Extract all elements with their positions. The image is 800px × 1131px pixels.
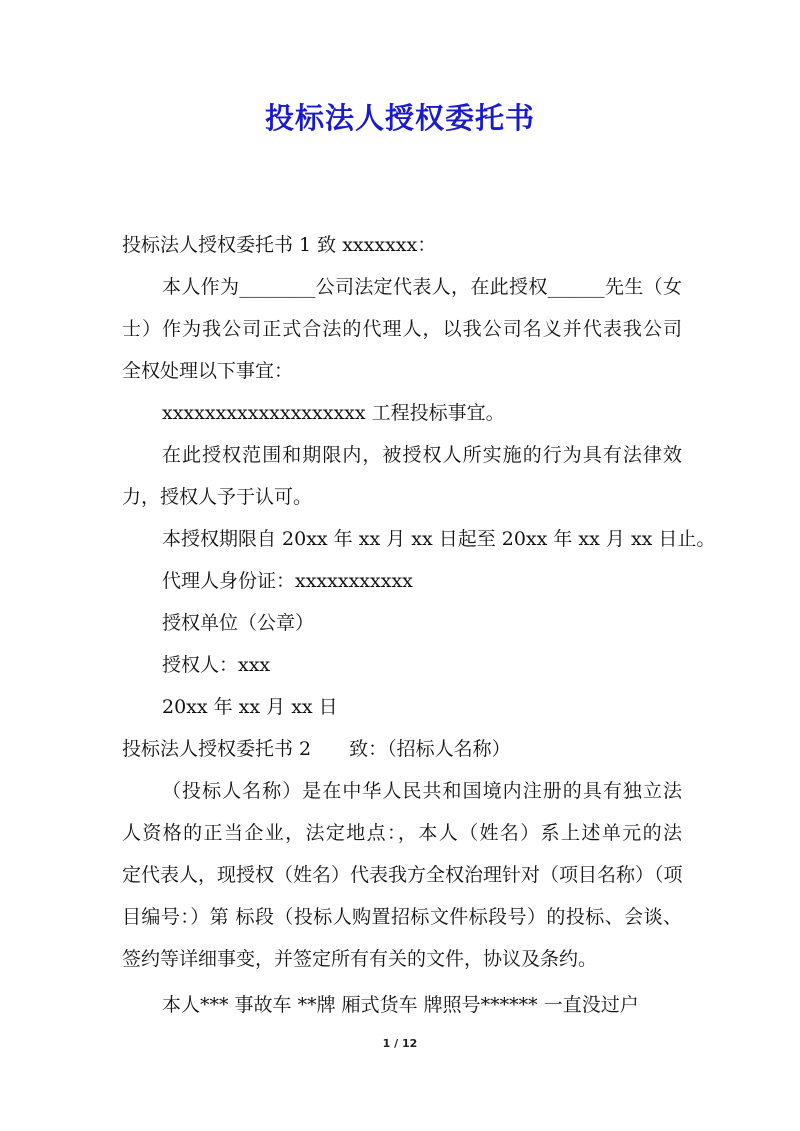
text-line: 士）作为我公司正式合法的代理人，以我公司名义并代表我公司 xyxy=(122,318,682,340)
text-line: 签约等详细事变，并签定所有有关的文件，协议及条约。 xyxy=(122,948,598,970)
document-body xyxy=(122,224,716,1026)
text-line: 投标法人授权委托书 2 致：（招标人名称） xyxy=(122,738,511,760)
text-line: 20xx 年 xx 月 xx 日 xyxy=(162,696,338,718)
paragraph-bidder-statement xyxy=(122,770,682,980)
paragraph-date xyxy=(122,686,682,728)
text-line: 力，授权人予于认可。 xyxy=(122,486,313,508)
paragraph-unit-seal xyxy=(122,602,682,644)
text-line: 授权单位（公章） xyxy=(162,612,315,634)
paragraph-grantor xyxy=(122,644,682,686)
document-title: 投标法人授权委托书 xyxy=(264,101,535,135)
text-line: 授权人：xxx xyxy=(162,654,271,676)
paragraph-agent-id xyxy=(122,560,682,602)
paragraph-authorization xyxy=(122,266,682,392)
text-line: 投标法人授权委托书 1 致 xxxxxxx： xyxy=(122,234,437,256)
text-line: 代理人身份证：xxxxxxxxxxx xyxy=(162,570,413,592)
text-line: xxxxxxxxxxxxxxxxxxx 工程投标事宜。 xyxy=(162,402,505,424)
text-line: 本人作为________公司法定代表人，在此授权______先生（女 xyxy=(162,276,682,298)
text-line: 在此授权范围和期限内，被授权人所实施的行为具有法律效 xyxy=(162,444,682,466)
text-line: 定代表人，现授权（姓名）代表我方全权治理针对（项目名称）（项 xyxy=(122,864,683,886)
paragraph-salutation-2 xyxy=(122,728,682,770)
text-line: 本人*** 事故车 **牌 厢式货车 牌照号****** 一直没过户 xyxy=(162,994,639,1016)
text-line: （投标人名称）是在中华人民共和国境内注册的具有独立法 xyxy=(162,780,682,802)
paragraph-period xyxy=(122,518,716,560)
paragraph-scope xyxy=(122,434,682,518)
text-line: 人资格的正当企业，法定地点：，本人（姓名）系上述单元的法 xyxy=(122,822,682,844)
text-line: 目编号：）第 标段（投标人购置招标文件标段号）的投标、会谈、 xyxy=(122,906,682,928)
paragraph-salutation-1 xyxy=(122,224,682,266)
paragraph-project xyxy=(122,392,682,434)
page-number: 1 / 12 xyxy=(382,1037,418,1050)
text-line: 本授权期限自 20xx 年 xx 月 xx 日起至 20xx 年 xx 月 xx 日止。 xyxy=(162,528,716,550)
paragraph-vehicle xyxy=(122,984,682,1026)
text-line: 全权处理以下事宜： xyxy=(122,360,294,382)
